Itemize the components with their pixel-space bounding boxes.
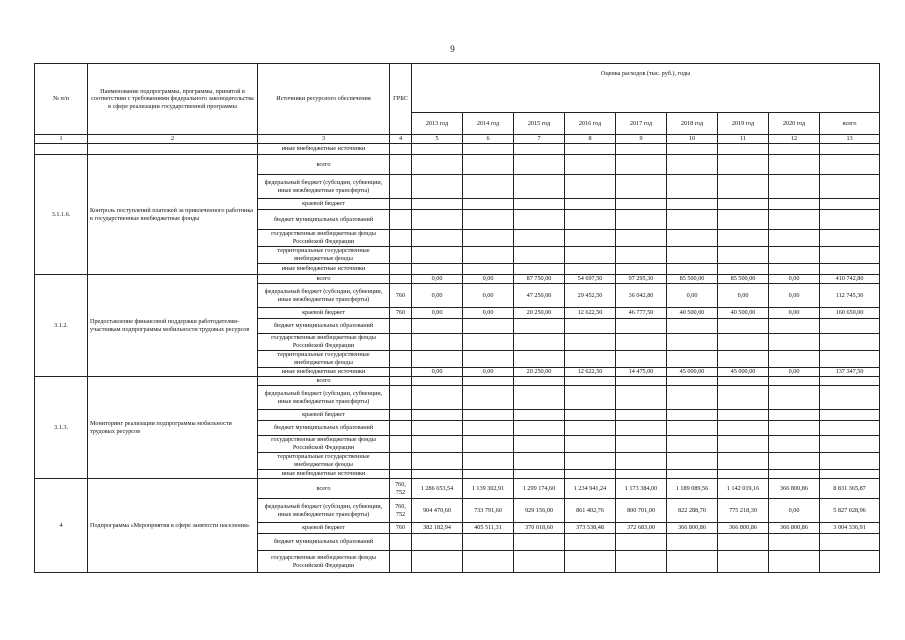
index-cell: 5	[412, 135, 463, 144]
header-year: 2016 год	[565, 113, 616, 135]
header-grbs: ГРБС	[390, 64, 412, 135]
name-cell: Контроль поступлений платежей за привлеченного работника в государственные внебюджетные фонды	[88, 155, 258, 275]
source-cell: федеральный бюджет (субсидии, субвенции, иные межбюджетные трансферты)	[258, 284, 390, 308]
index-row	[35, 135, 880, 144]
source-cell: бюджет муниципальных образований	[258, 210, 390, 230]
value-cell: 1 139 302,91	[463, 479, 514, 499]
value-cell: 1 234 941,24	[565, 479, 616, 499]
value-cell: 85 500,00	[718, 275, 769, 284]
table-row	[35, 144, 880, 155]
value-cell: 87 750,00	[514, 275, 565, 284]
value-cell: 0,00	[667, 284, 718, 308]
name-cell: Подпрограмма «Мероприятия в сфере занятости населения»	[88, 479, 258, 573]
id-cell: 3.1.3.	[35, 377, 88, 479]
value-cell: 85 500,00	[667, 275, 718, 284]
value-cell: 733 791,60	[463, 499, 514, 523]
id-cell: 4	[35, 479, 88, 573]
header-year: 2017 год	[616, 113, 667, 135]
grbs-cell: 760	[390, 284, 412, 308]
value-cell: 12 622,50	[565, 368, 616, 377]
value-cell: 20 250,00	[514, 368, 565, 377]
value-cell: 1 299 174,60	[514, 479, 565, 499]
grbs-cell: 760, 752	[390, 479, 412, 499]
index-cell: 2	[88, 135, 258, 144]
value-cell: 366 800,86	[769, 479, 820, 499]
value-cell: 373 538,48	[565, 523, 616, 534]
id-cell	[35, 144, 88, 155]
header-year: 2018 год	[667, 113, 718, 135]
value-cell: 8 831 365,87	[820, 479, 880, 499]
value-cell: 904 470,60	[412, 499, 463, 523]
value-cell: 929 156,00	[514, 499, 565, 523]
id-cell: 3.1.2.	[35, 275, 88, 377]
value-cell: 405 511,31	[463, 523, 514, 534]
value-cell: 0,00	[769, 284, 820, 308]
source-cell: иные внебюджетные источники	[258, 144, 390, 155]
header-total: всего	[820, 113, 880, 135]
source-cell: краевой бюджет	[258, 308, 390, 319]
id-cell: 3.1.1.6.	[35, 155, 88, 275]
value-cell: 12 622,50	[565, 308, 616, 319]
source-cell: территориальные государственные внебюджетные фонды	[258, 351, 390, 368]
value-cell: 1 142 019,16	[718, 479, 769, 499]
value-cell: 366 800,86	[667, 523, 718, 534]
index-cell: 12	[769, 135, 820, 144]
value-cell: 40 500,00	[718, 308, 769, 319]
value-cell: 0,00	[769, 368, 820, 377]
source-cell: территориальные государственные внебюджетные фонды	[258, 247, 390, 264]
header-estimate: Оценка расходов (тыс. руб.), годы	[412, 64, 880, 113]
source-cell: бюджет муниципальных образований	[258, 534, 390, 551]
index-cell: 4	[390, 135, 412, 144]
source-cell: краевой бюджет	[258, 523, 390, 534]
value-cell: 45 000,00	[718, 368, 769, 377]
index-cell: 11	[718, 135, 769, 144]
value-cell: 0,00	[412, 284, 463, 308]
source-cell: государственные внебюджетные фонды Российской Федерации	[258, 436, 390, 453]
source-cell: краевой бюджет	[258, 410, 390, 421]
value-cell: 1 286 653,54	[412, 479, 463, 499]
source-cell: бюджет муниципальных образований	[258, 421, 390, 436]
source-cell: иные внебюджетные источники	[258, 470, 390, 479]
source-cell: бюджет муниципальных образований	[258, 319, 390, 334]
value-cell: 861 402,76	[565, 499, 616, 523]
value-cell: 372 683,00	[616, 523, 667, 534]
value-cell: 47 250,00	[514, 284, 565, 308]
grbs-cell: 760, 752	[390, 499, 412, 523]
value-cell: 0,00	[463, 368, 514, 377]
value-cell: 370 018,60	[514, 523, 565, 534]
source-cell: федеральный бюджет (субсидии, субвенции, иные межбюджетные трансферты)	[258, 499, 390, 523]
header-num: № п/п	[35, 64, 88, 135]
value-cell: 0,00	[463, 308, 514, 319]
index-cell: 3	[258, 135, 390, 144]
value-cell: 800 701,00	[616, 499, 667, 523]
name-cell: Мониторинг реализации подпрограммы мобильности трудовых ресурсов	[88, 377, 258, 479]
value-cell: 0,00	[412, 368, 463, 377]
value-cell: 0,00	[769, 275, 820, 284]
grbs-cell	[390, 275, 412, 284]
source-cell: государственные внебюджетные фонды Российской Федерации	[258, 230, 390, 247]
index-cell: 6	[463, 135, 514, 144]
header-source: Источники ресурсного обеспечения	[258, 64, 390, 135]
header-year: 2013 год	[412, 113, 463, 135]
header-year: 2015 год	[514, 113, 565, 135]
page-number: 9	[450, 44, 455, 54]
value-cell: 40 500,00	[667, 308, 718, 319]
value-cell: 1 173 384,00	[616, 479, 667, 499]
name-cell	[88, 144, 258, 155]
source-cell: государственные внебюджетные фонды Российской Федерации	[258, 551, 390, 573]
source-cell: всего	[258, 479, 390, 499]
value-cell: 160 650,00	[820, 308, 880, 319]
table-row	[35, 479, 880, 499]
header-row	[35, 64, 880, 113]
source-cell: иные внебюджетные источники	[258, 264, 390, 275]
header-year: 2019 год	[718, 113, 769, 135]
value-cell: 822 288,70	[667, 499, 718, 523]
header-year: 2014 год	[463, 113, 514, 135]
value-cell: 112 745,30	[820, 284, 880, 308]
name-cell: Предоставление финансовой поддержки работодателям-участникам подпрограммы мобильности трудовых ресурсов	[88, 275, 258, 377]
grbs-cell	[390, 368, 412, 377]
value-cell: 0,00	[769, 499, 820, 523]
table-row	[35, 155, 880, 175]
header-year: 2020 год	[769, 113, 820, 135]
table-row	[35, 377, 880, 386]
index-cell: 9	[616, 135, 667, 144]
source-cell: иные внебюджетные источники	[258, 368, 390, 377]
value-cell: 0,00	[718, 284, 769, 308]
source-cell: федеральный бюджет (субсидии, субвенции, иные межбюджетные трансферты)	[258, 386, 390, 410]
value-cell: 0,00	[412, 275, 463, 284]
value-cell: 45 000,00	[667, 368, 718, 377]
index-cell: 1	[35, 135, 88, 144]
header-name: Наименование подпрограммы, программы, принятой в соответствии с требованиями федерального законодательства в сфере реализации государственной программы	[88, 64, 258, 135]
budget-table	[34, 63, 880, 573]
index-cell: 13	[820, 135, 880, 144]
source-cell: краевой бюджет	[258, 199, 390, 210]
source-cell: всего	[258, 155, 390, 175]
index-cell: 10	[667, 135, 718, 144]
value-cell: 366 800,86	[718, 523, 769, 534]
source-cell: всего	[258, 275, 390, 284]
value-cell: 36 042,80	[616, 284, 667, 308]
value-cell: 775 218,30	[718, 499, 769, 523]
value-cell: 410 742,80	[820, 275, 880, 284]
value-cell: 3 004 336,91	[820, 523, 880, 534]
value-cell: 0,00	[412, 308, 463, 319]
value-cell: 382 182,94	[412, 523, 463, 534]
value-cell: 1 189 089,56	[667, 479, 718, 499]
value-cell: 20 250,00	[514, 308, 565, 319]
value-cell: 5 827 028,96	[820, 499, 880, 523]
value-cell: 97 295,30	[616, 275, 667, 284]
source-cell: территориальные государственные внебюджетные фонды	[258, 453, 390, 470]
value-cell: 366 800,86	[769, 523, 820, 534]
value-cell: 0,00	[769, 308, 820, 319]
grbs-cell: 760	[390, 523, 412, 534]
source-cell: всего	[258, 377, 390, 386]
value-cell: 0,00	[463, 284, 514, 308]
value-cell: 54 697,50	[565, 275, 616, 284]
index-cell: 7	[514, 135, 565, 144]
index-cell: 8	[565, 135, 616, 144]
value-cell: 46 777,50	[616, 308, 667, 319]
source-cell: федеральный бюджет (субсидии, субвенции, иные межбюджетные трансферты)	[258, 175, 390, 199]
value-cell: 29 452,50	[565, 284, 616, 308]
grbs-cell: 760	[390, 308, 412, 319]
table-row	[35, 275, 880, 284]
value-cell: 137 347,50	[820, 368, 880, 377]
source-cell: государственные внебюджетные фонды Российской Федерации	[258, 334, 390, 351]
value-cell: 0,00	[463, 275, 514, 284]
value-cell: 14 475,00	[616, 368, 667, 377]
